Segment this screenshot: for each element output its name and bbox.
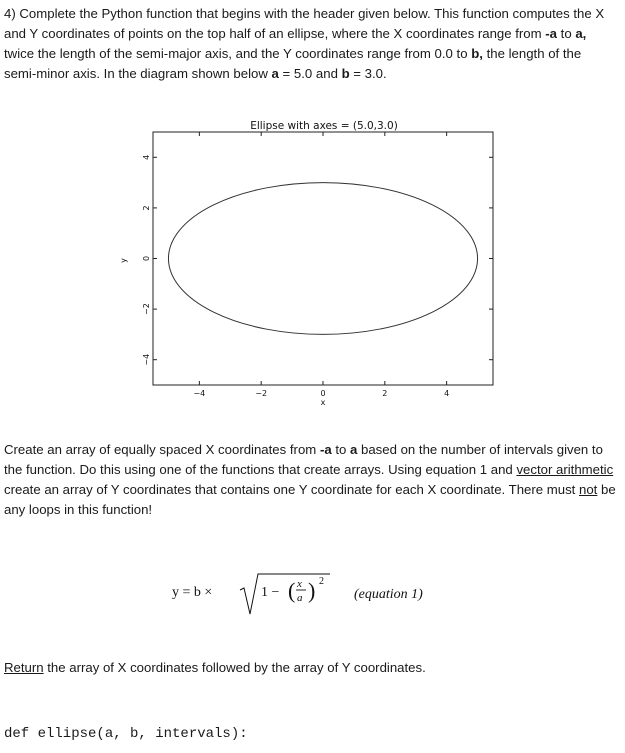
bold-a-value: a [271, 66, 279, 81]
equation-1 [170, 566, 470, 626]
exponent: 2 [319, 576, 324, 587]
fraction-numerator: x [297, 578, 302, 590]
bold-b-value: b [341, 66, 350, 81]
underlined-not: not [579, 482, 598, 497]
underlined-return: Return [4, 660, 44, 675]
y-tick-label: 0 [142, 255, 151, 262]
function-header-code: def ellipse(a, b, intervals): [4, 726, 248, 742]
text-run: the array of X coordinates followed by the array of Y coordinates. [43, 660, 426, 675]
y-tick-label: 2 [142, 205, 151, 211]
x-tick-label: 0 [320, 389, 326, 398]
plot-frame [153, 132, 493, 385]
sqrt-sign [240, 574, 330, 614]
equation-lhs: y = b × [172, 585, 213, 600]
y-axis-label: y [119, 258, 128, 263]
text-run: the length of the semi-minor axis. In the diagram shown below [4, 46, 582, 81]
right-paren: ) [308, 578, 316, 603]
instructions [4, 440, 616, 520]
text-run: twice the length of the semi-major axis, and the Y coordinates range from 0.0 to [4, 46, 472, 61]
fraction-denominator: a [297, 592, 303, 604]
x-tick-label: −4 [193, 389, 206, 398]
bold-a: a, [575, 26, 587, 41]
text-run: = 3.0. [349, 66, 387, 81]
text-run: = 5.0 and [278, 66, 342, 81]
left-paren: ( [288, 578, 296, 603]
bold-neg-a: -a [545, 26, 558, 41]
text-run: to [331, 442, 350, 457]
bold-a: a [350, 442, 358, 457]
problem-statement [4, 4, 616, 84]
text-run: based on the number of intervals given to the function. Do this using one of the functions that create arrays. Using equation 1 and [4, 442, 603, 477]
bold-b: b, [471, 46, 483, 61]
chart-title: Ellipse with axes = (5.0,3.0) [250, 120, 398, 132]
y-tick-label: −2 [142, 303, 151, 315]
y-tick-label: 4 [142, 154, 151, 160]
ellipse-plot [100, 112, 520, 432]
return-instruction [4, 658, 616, 678]
equation-one-minus: 1 − [261, 585, 280, 600]
text-run: create an array of Y coordinates that contains one Y coordinate for each X coordinate. There must [4, 482, 579, 497]
x-tick-label: 4 [444, 389, 450, 398]
text-run: Create an array of equally spaced X coordinates from [4, 442, 320, 457]
text-run: be any loops in this function! [4, 482, 616, 517]
x-axis-label: x [320, 398, 326, 407]
underlined-vector-arithmetic: vector arithmetic [516, 462, 614, 477]
bold-neg-a: -a [319, 442, 332, 457]
text-run: 4) Complete the Python function that begins with the header given below. This function computes the X and Y coordinates of points on the top half of an ellipse, where the X coordinates range from [4, 6, 605, 41]
ellipse-curve [168, 183, 477, 335]
x-tick-label: −2 [255, 389, 268, 398]
x-tick-label: 2 [382, 389, 388, 398]
equation-label: (equation 1) [354, 587, 423, 602]
text-run: to [557, 26, 576, 41]
y-tick-label: −4 [142, 353, 151, 366]
